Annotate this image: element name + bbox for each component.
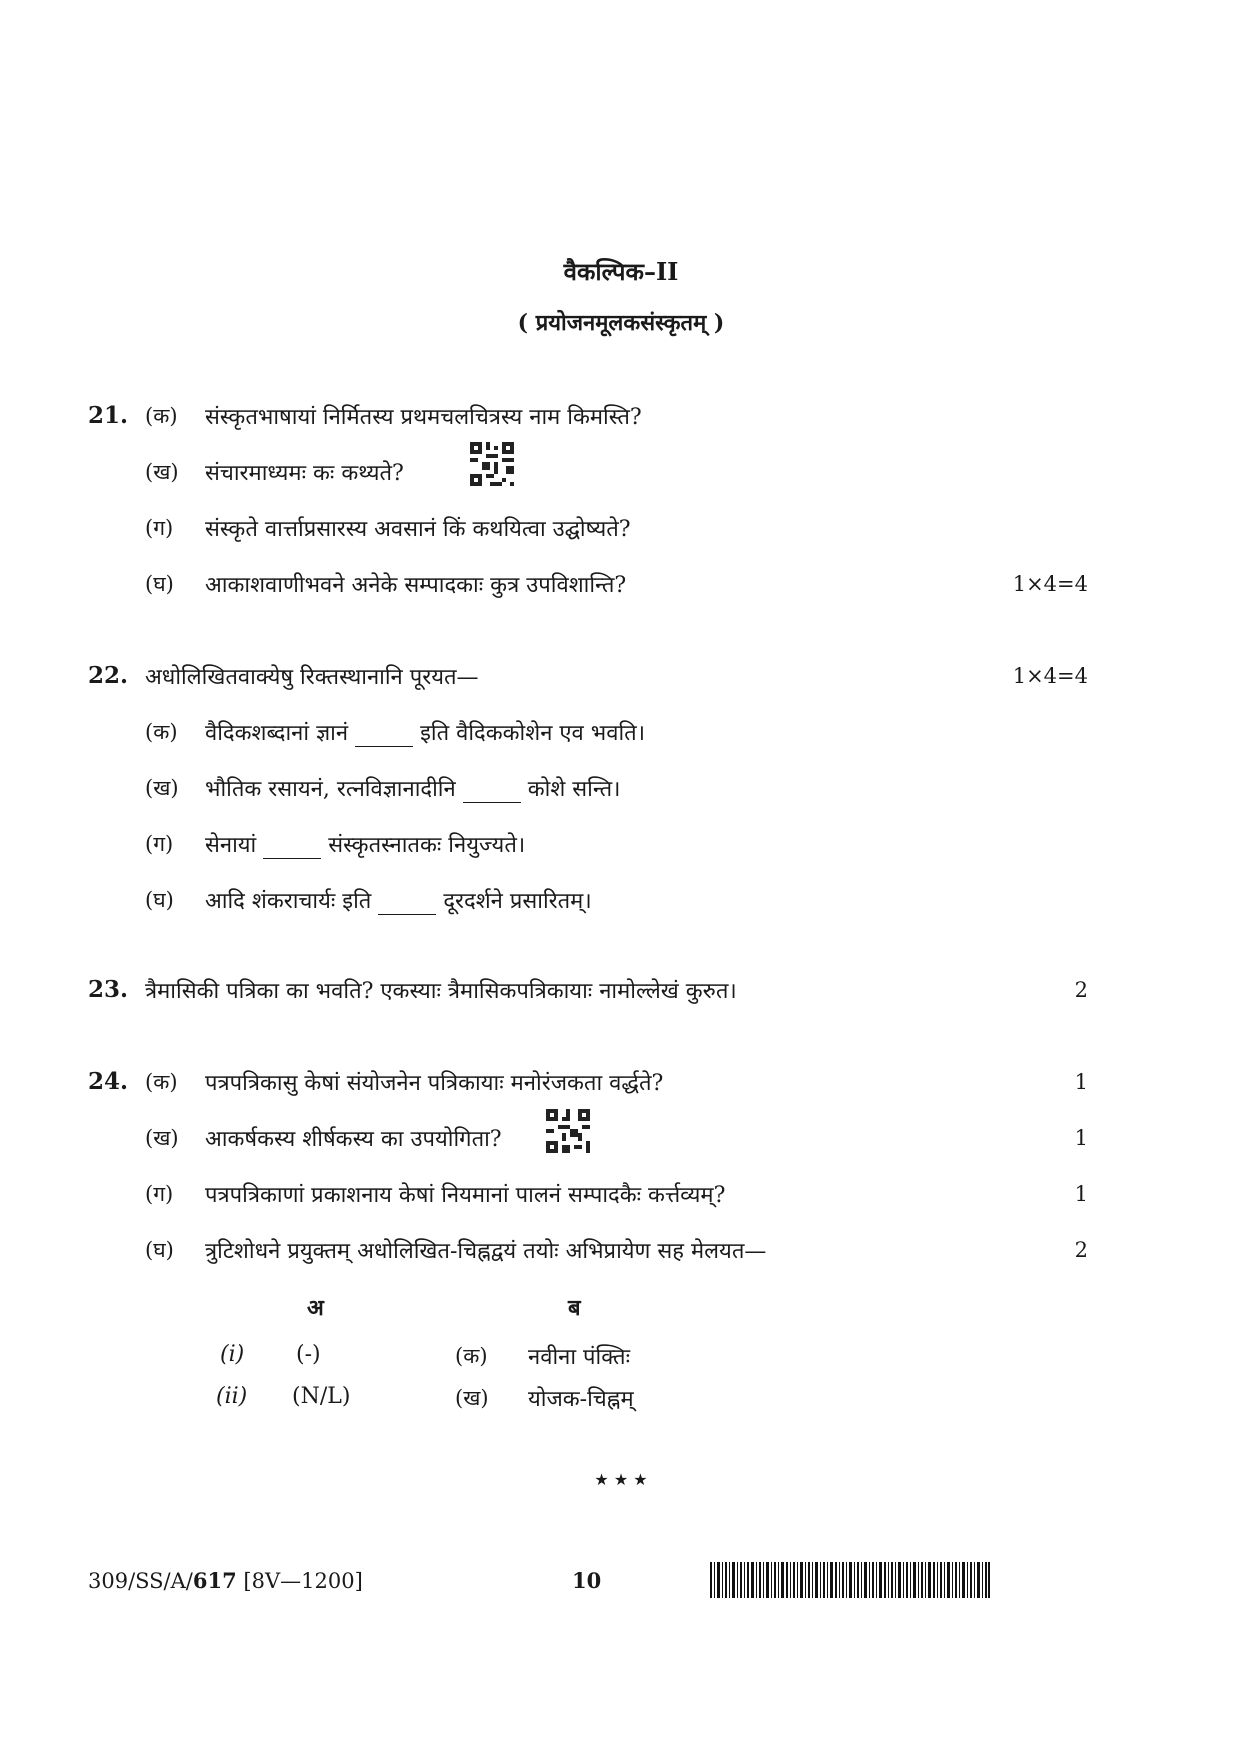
match-symbol: (-) [296,1342,321,1367]
marks: 2 [1074,978,1088,1002]
question-text: आकाशवाणीभवने अनेके सम्पादकाः कुत्र उपविशान्ति? [205,573,627,598]
question-number: 24. [88,1068,129,1095]
part-label: (ग) [145,1182,174,1206]
paper-code [88,1568,363,1593]
answer-blank [463,777,521,803]
question-text: पत्रपत्रिकासु केषां संयोजनेन पत्रिकायाः मनोरंजकता वर्द्धते? [205,1071,664,1096]
sentence-after: दूरदर्शने प्रसारितम्। [443,889,592,914]
sentence-before: सेनायां [205,833,257,858]
part-label: (ख) [145,776,179,800]
section-subtitle: ( प्रयोजनमूलकसंस्कृतम् ) [517,310,725,336]
question-text: संचारमाध्यमः कः कथ्यते? [205,461,404,486]
question-text: त्रैमासिकी पत्रिका का भवति? एकस्याः त्रैमासिकपत्रिकायाः नामोल्लेखं कुरुत। [145,979,737,1004]
match-meaning: नवीना पंक्तिः [528,1345,631,1370]
paper-code-prefix: 309/SS/A/ [88,1569,193,1593]
paper-code-suffix: [8V—1200] [236,1569,363,1593]
answer-blank [378,889,436,915]
part-label: (ख) [145,1126,179,1150]
qr-code-icon [546,1109,590,1153]
question-number: 22. [88,662,129,689]
match-meaning: योजक-चिह्नम् [528,1387,634,1412]
question-text: अधोलिखितवाक्येषु रिक्तस्थानानि पूरयत— [145,665,479,690]
match-symbol: (N/L) [292,1384,351,1409]
page-number: 10 [572,1568,602,1593]
part-label: (ग) [145,832,174,856]
part-label: (ख) [145,460,179,484]
answer-blank [355,721,413,747]
part-label: (क) [145,404,178,428]
fill-blank-sentence [205,885,592,915]
question-text: आकर्षकस्य शीर्षकस्य का उपयोगिता? [205,1127,502,1152]
sentence-before: भौतिक रसायनं, रत्नविज्ञानादीनि [205,777,456,802]
paper-code-number: 617 [192,1568,237,1593]
answer-blank [263,833,321,859]
fill-blank-sentence [205,829,525,859]
qr-code-icon [470,442,514,486]
question-text: संस्कृते वार्त्ताप्रसारस्य अवसानं किं कथयित्वा उद्घोष्यते? [205,517,631,542]
sentence-after: संस्कृतस्नातकः नियुज्यते। [328,833,526,858]
match-row-number: (i) [220,1342,245,1367]
marks: 1×4=4 [1012,572,1088,596]
part-label: (क) [145,1070,178,1094]
sentence-after: कोशे सन्ति। [527,777,621,802]
marks: 1 [1074,1070,1088,1094]
match-option-label: (ख) [455,1386,489,1410]
barcode-icon [710,1562,990,1598]
part-label: (घ) [145,1238,174,1262]
part-label: (ग) [145,516,174,540]
marks: 1 [1074,1126,1088,1150]
sentence-after: इति वैदिककोशेन एव भवति। [420,721,646,746]
marks: 2 [1074,1238,1088,1262]
sentence-before: वैदिकशब्दानां ज्ञानं [205,721,349,746]
sentence-before: आदि शंकराचार्यः इति [205,889,372,914]
column-b-header: ब [568,1295,581,1321]
part-label: (घ) [145,888,174,912]
section-title: वैकल्पिक–II [563,257,679,286]
match-row-number: (ii) [216,1384,248,1409]
fill-blank-sentence [205,773,621,803]
question-number: 23. [88,976,129,1003]
question-text: संस्कृतभाषायां निर्मितस्य प्रथमचलचित्रस्य नाम किमस्ति? [205,405,642,430]
question-text: त्रुटिशोधने प्रयुक्तम् अधोलिखित-चिह्नद्वयं तयोः अभिप्रायेण सह मेलयत— [205,1239,767,1264]
part-label: (घ) [145,572,174,596]
column-a-header: अ [307,1295,324,1321]
question-number: 21. [88,402,129,429]
marks: 1 [1074,1182,1088,1206]
fill-blank-sentence [205,717,645,747]
part-label: (क) [145,720,178,744]
end-marker: ★ ★ ★ [594,1470,648,1489]
marks: 1×4=4 [1012,664,1088,688]
match-option-label: (क) [455,1344,488,1368]
question-text: पत्रपत्रिकाणां प्रकाशनाय केषां नियमानां पालनं सम्पादकैः कर्त्तव्यम्? [205,1183,726,1208]
